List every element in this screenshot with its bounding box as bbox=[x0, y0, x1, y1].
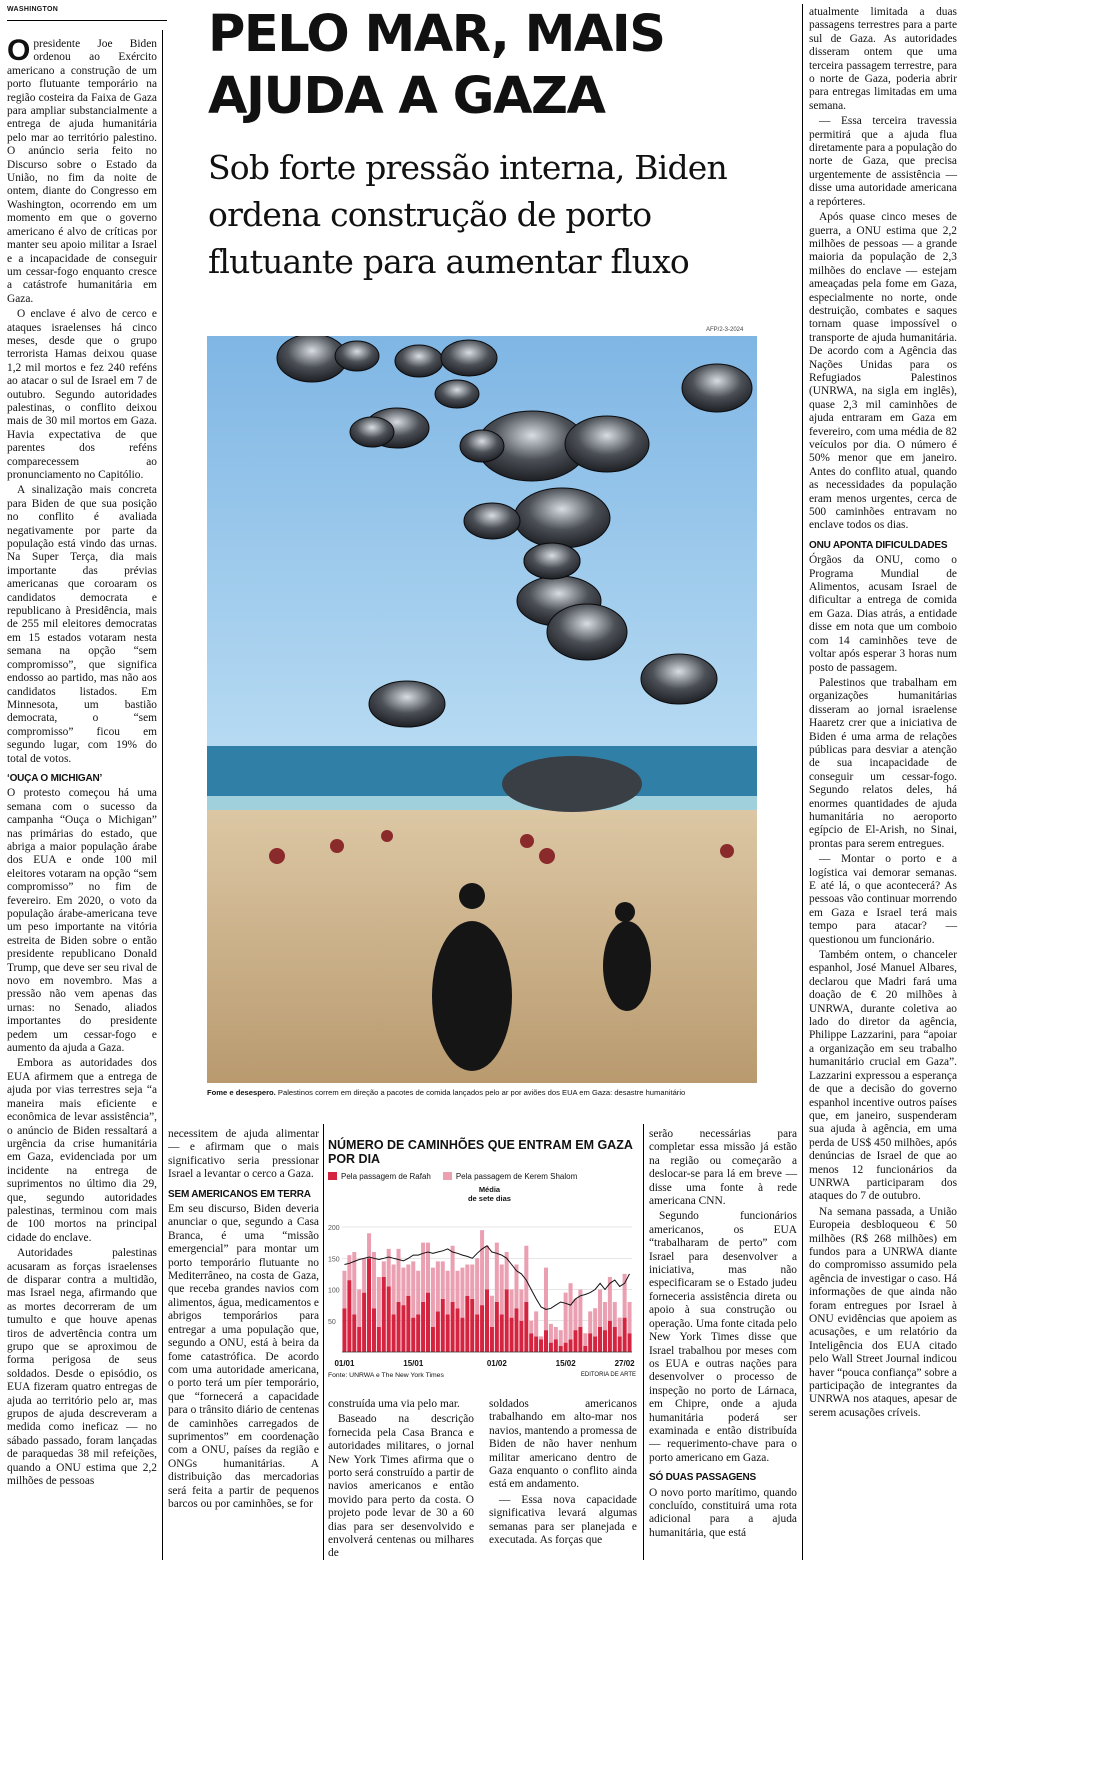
news-photo bbox=[207, 336, 757, 1083]
bar-kerem-shalom bbox=[534, 1311, 538, 1336]
bar-rafah bbox=[451, 1302, 455, 1352]
paragraph: serão necessárias para completar essa missão já estão na região ou começarão a deslocar-se para lá em breve — disse uma fonte à rede americana CNN. bbox=[649, 1128, 797, 1208]
paragraph: Também ontem, o chanceler espanhol, José Manuel Albares, declarou que Madri fará uma doação de € 20 milhões à UNRWA, durante coletiva ao lado do diretor da agência, Philippe Lazzarini, para “apoiar a organização em seu trabalho humanitário crucial em Gaza”. Lazzarini expressou a esperança de que a decisão do governo espanhol incentive outros países que, em janeiro, suspenderam sua ajuda à agência, em uma perda de US$ 450 milhões, após denúncias de Israel de que ao menos 12 funcionários da UNRWA participaram dos ataques do 7 de outubro. bbox=[809, 949, 957, 1203]
paragraph: Segundo funcionários americanos, os EUA “trabalharam de perto” com Israel para desenvolver a iniciativa, mas não especificaram se o Estado judeu forneceria assistência direta ou apoio à sua construção ou operação. Uma fonte citada pelo New York Times disse que Israel trabalhou por meses com os EUA e outras nações para desenvolver o processo de inspeção no porto de Lárnaca, em Chipre, onde a ajuda humanitária poderá ser examinada e então distribuída — requerimento-chave para o porto americano em Gaza. bbox=[649, 1210, 797, 1464]
paragraph: Autoridades palestinas acusaram as forças israelenses de disparar contra a multidão, mas Israel nega, afirmando que as mortes decorreram de um tumulto e que houve apenas tiros de advertência contra um grupo que se aproximou de forma perigosa de seus soldados. Desde o episódio, os EUA fizeram quatro entregas de ajuda ao território pelo ar, mas grupos de ajuda descreveram a medida como ineficaz — no sábado passado, foram lançadas de paraquedas 38 mil refeições, quando a ONU estima que 2,2 milhões de pessoas bbox=[7, 1247, 157, 1488]
bar-kerem-shalom bbox=[347, 1255, 351, 1280]
y-tick-label: 100 bbox=[328, 1287, 340, 1295]
drop-cap: O bbox=[7, 34, 31, 67]
bar-rafah bbox=[495, 1302, 499, 1352]
section-heading: ‘OUÇA O MICHIGAN’ bbox=[7, 772, 103, 784]
x-tick-label: 15/01 bbox=[403, 1359, 424, 1368]
x-tick-label: 01/02 bbox=[486, 1359, 507, 1368]
bar-rafah bbox=[554, 1340, 558, 1353]
paragraph: Palestinos que trabalham em organizações humanitárias disseram ao jornal israelense Haaretz crer que a iniciativa de Biden é uma arma de relações públicas para desviar a atenção de sua incapacidade de conseguir um cessar-fogo. Segundo relatos deles, há enormes quantidades de ajuda humanitária no aeroporto egípcio de El-Arish, no Sinai, prontas para serem entregues. bbox=[809, 676, 957, 850]
bar-rafah bbox=[382, 1277, 386, 1352]
bar-rafah bbox=[436, 1311, 440, 1352]
paragraph: O protesto começou há uma semana com o sucesso da campanha “Ouça o Michigan” nas primárias do estado, que abriga a maior população árabe dos EUA e onde 100 mil eleitores votaram na opção “sem compromisso” no fim de fevereiro. Em 2020, o voto da população árabe-americana teve um peso importante na vitória estreita de Biden sobre o então presidente republicano Donald Trump, que deve ser seu rival de novo em novembro. Mas a pressão não vem apenas das urnas: no Senado, aliados importantes do presidente pedem um cessar-fogo e aumento da ajuda a Gaza. bbox=[7, 787, 157, 1055]
bar-rafah bbox=[475, 1315, 479, 1353]
bar-rafah bbox=[421, 1302, 425, 1352]
bar-rafah bbox=[460, 1318, 464, 1352]
bar-kerem-shalom bbox=[544, 1268, 548, 1331]
paragraph: construída uma via pelo mar. bbox=[328, 1398, 460, 1410]
bar-rafah bbox=[628, 1333, 632, 1352]
bar-rafah bbox=[352, 1315, 356, 1353]
bar-kerem-shalom bbox=[613, 1302, 617, 1327]
bar-rafah bbox=[392, 1315, 396, 1353]
bar-kerem-shalom bbox=[397, 1249, 401, 1302]
bar-rafah bbox=[387, 1286, 391, 1352]
chart-editoria: EDITORIA DE ARTE bbox=[580, 1372, 636, 1378]
bar-rafah bbox=[559, 1346, 563, 1352]
bar-rafah bbox=[549, 1343, 553, 1352]
paragraph: Baseado na descrição fornecida pela Casa Branca e autoridades militares, o jornal New York Times afirma que o porto será construído a partir de navios americanos e então movido para perto da costa. O projeto pode levar de 30 a 60 dias para ser desenvolvido e envolverá centenas ou milhares de bbox=[328, 1413, 474, 1560]
bar-rafah bbox=[505, 1290, 509, 1353]
column-4 bbox=[489, 1398, 637, 1562]
legend-item-rafah: Pela passagem de Rafah bbox=[328, 1172, 431, 1181]
bar-rafah bbox=[569, 1340, 573, 1353]
column-divider bbox=[162, 30, 163, 1560]
bar-kerem-shalom bbox=[490, 1296, 494, 1327]
bar-kerem-shalom bbox=[510, 1290, 514, 1318]
column-2 bbox=[168, 1128, 319, 1562]
bar-rafah bbox=[593, 1336, 597, 1352]
paragraph: O enclave é alvo de cerco e ataques israelenses há cinco meses, desde que o grupo terrorista Hamas deixou quase 1,2 mil mortos e fez 240 reféns ao atacar o sul de Israel em 7 de outubro. Segundo autoridades palestinas, o conflito deixou mais de 30 mil mortos em Gaza. Havia expectativa de que parentes dos reféns comparecessem ao pronunciamento no Capitólio. bbox=[7, 308, 157, 481]
photo-caption bbox=[207, 1088, 767, 1097]
caption-lead: Fome e desespero. bbox=[207, 1088, 276, 1097]
bar-rafah bbox=[431, 1327, 435, 1352]
x-tick-label: 27/02 bbox=[614, 1359, 635, 1368]
deck: Sob forte pressão interna, Biden ordena construção de porto flutuante para aumentar fluxo bbox=[208, 148, 727, 281]
bar-kerem-shalom bbox=[372, 1252, 376, 1308]
bar-rafah bbox=[372, 1308, 376, 1352]
bar-rafah bbox=[544, 1330, 548, 1352]
bar-rafah bbox=[623, 1318, 627, 1352]
column-divider bbox=[643, 1124, 644, 1560]
bar-rafah bbox=[583, 1346, 587, 1352]
bar-kerem-shalom bbox=[387, 1249, 391, 1287]
bar-rafah bbox=[406, 1296, 410, 1352]
chart-source: Fonte: UNRWA e The New York Times bbox=[328, 1372, 444, 1379]
bar-kerem-shalom bbox=[431, 1268, 435, 1327]
bar-kerem-shalom bbox=[485, 1246, 489, 1290]
bar-kerem-shalom bbox=[460, 1268, 464, 1318]
bar-kerem-shalom bbox=[362, 1258, 366, 1292]
bar-rafah bbox=[446, 1315, 450, 1353]
column-5 bbox=[649, 1128, 797, 1562]
x-tick-label: 15/02 bbox=[555, 1359, 576, 1368]
bar-rafah bbox=[416, 1315, 420, 1353]
bar-kerem-shalom bbox=[470, 1265, 474, 1299]
caption-text: Palestinos correm em direção a pacotes de comida lançados pelo ar por aviões dos EUA em Gaza: desastre humanitário bbox=[277, 1088, 686, 1097]
bar-kerem-shalom bbox=[342, 1271, 346, 1309]
bar-kerem-shalom bbox=[446, 1271, 450, 1315]
bar-kerem-shalom bbox=[421, 1243, 425, 1302]
bar-kerem-shalom bbox=[416, 1271, 420, 1315]
paragraph: Em seu discurso, Biden deveria anunciar o que, segundo a Casa Branca, é uma “missão emergencial” para montar um porto temporário flutuante no Mediterrâneo, na costa de Gaza, que receba grandes navios com alimentos, água, medicamentos e abrigos temporários para entregar a uma população que, segundo a ONU, está à beira da fome catastrófica. De acordo com uma autoridade americana, o porto terá um píer temporário, que “fornecerá a capacidade para o trânsito diário de centenas de caminhões carregados de suprimentos” em coordenação com a ONU, países da região e ONGs humanitárias. A distribuição das mercadorias será feita a partir de pequenos barcos ou por caminhões, se for bbox=[168, 1203, 319, 1510]
bar-rafah bbox=[588, 1333, 592, 1352]
chart-plot bbox=[328, 1185, 636, 1372]
paragraph: atualmente limitada a duas passagens terrestres para a parte sul de Gaza. As autoridades disseram ontem que uma terceira passagem terrestre, para o norte de Gaza, poderia abrir para entregas limitadas em uma semana. bbox=[809, 6, 957, 112]
bar-kerem-shalom bbox=[411, 1261, 415, 1317]
bar-kerem-shalom bbox=[583, 1333, 587, 1346]
bar-kerem-shalom bbox=[588, 1311, 592, 1333]
bar-kerem-shalom bbox=[465, 1265, 469, 1296]
x-tick-label: 01/01 bbox=[334, 1359, 355, 1368]
bar-kerem-shalom bbox=[573, 1299, 577, 1330]
bar-kerem-shalom bbox=[382, 1261, 386, 1277]
bar-rafah bbox=[529, 1333, 533, 1352]
bar-rafah bbox=[564, 1343, 568, 1352]
bar-rafah bbox=[426, 1293, 430, 1352]
bar-kerem-shalom bbox=[401, 1268, 405, 1306]
column-divider bbox=[802, 4, 803, 1560]
bar-rafah bbox=[480, 1305, 484, 1352]
bar-rafah bbox=[470, 1299, 474, 1352]
paragraph: presidente Joe Biden ordenou ao Exército americano a construção de um porto flutuante temporário na região costeira da Faixa de Gaza para ampliar substancialmente a entrega de ajuda humanitária pelo mar ao território palestino. O anúncio seria feito no Discurso sobre o Estado da União, no fim da noite de ontem, diante do Congresso em Washington, ocorrendo em um momento em que o governo americano é alvo de críticas por manter seu apoio militar a Israel e a incapacidade de conseguir um cessar-fogo enquanto cresce a catástrofe humanitária em Gaza. bbox=[7, 38, 157, 305]
column-3 bbox=[328, 1398, 474, 1562]
bar-rafah bbox=[347, 1280, 351, 1352]
bar-kerem-shalom bbox=[593, 1308, 597, 1336]
paragraph: soldados americanos trabalhando em alto-mar nos navios, mantendo a promessa de Biden de não haver nenhum militar americano dentro de Gaza enquanto o conflito ainda está em andamento. bbox=[489, 1398, 637, 1491]
bar-rafah bbox=[411, 1318, 415, 1352]
paragraph: A sinalização mais concreta para Biden de que sua posição no conflito é avaliada negativamente por parte da população está vindo das urnas. Na Super Terça, dia mais importante das prévias americanas que coroaram os candidatos democrata e republicano à Presidência, mais de 255 mil eleitores democratas em 15 estados votaram nesta semana na opção “sem compromisso”, que significa endosso ao partido, mas não aos candidatos listados. Em Minnesota, um bastião democrata, o “sem compromisso” ficou em segundo lugar, com 19% do total de votos. bbox=[7, 484, 157, 765]
bar-kerem-shalom bbox=[500, 1265, 504, 1315]
bar-kerem-shalom bbox=[559, 1330, 563, 1346]
bar-rafah bbox=[608, 1321, 612, 1352]
column-divider bbox=[323, 1124, 324, 1560]
bar-rafah bbox=[500, 1315, 504, 1353]
bar-rafah bbox=[377, 1327, 381, 1352]
bar-rafah bbox=[510, 1318, 514, 1352]
bar-kerem-shalom bbox=[480, 1230, 484, 1305]
paragraph: O novo porto marítimo, quando concluído, constituirá uma rota adicional para a ajuda humanitária, que está bbox=[649, 1486, 797, 1539]
column-1 bbox=[7, 34, 157, 1566]
bar-kerem-shalom bbox=[603, 1302, 607, 1330]
bar-kerem-shalom bbox=[569, 1283, 573, 1339]
bar-kerem-shalom bbox=[377, 1277, 381, 1327]
y-tick-label: 150 bbox=[328, 1256, 340, 1264]
paragraph: Órgãos da ONU, como o Programa Mundial de Alimentos, acusam Israel de dificultar a entrega de comida em Gaza. Dias atrás, a entidade disse em nota que um comboio com 14 caminhões teve de voltar após esperar 3 horas num posto de passagem. bbox=[809, 554, 957, 674]
avg-annotation: Média de sete dias bbox=[467, 1185, 511, 1203]
bar-kerem-shalom bbox=[618, 1318, 622, 1337]
bar-kerem-shalom bbox=[529, 1321, 533, 1334]
legend-item-kerem-shalom: Pela passagem de Kerem Shalom bbox=[443, 1172, 577, 1181]
bar-rafah bbox=[362, 1293, 366, 1352]
bar-kerem-shalom bbox=[357, 1290, 361, 1328]
chart-legend bbox=[328, 1172, 636, 1181]
bar-kerem-shalom bbox=[628, 1302, 632, 1333]
bar-kerem-shalom bbox=[451, 1246, 455, 1302]
section-heading: SÓ DUAS PASSAGENS bbox=[649, 1472, 756, 1484]
paragraph: — Essa nova capacidade significativa levará algumas semanas para ser planejada e executada. As forças que bbox=[489, 1493, 637, 1547]
y-tick-label: 200 bbox=[328, 1225, 340, 1232]
bar-rafah bbox=[485, 1290, 489, 1353]
bar-kerem-shalom bbox=[455, 1271, 459, 1309]
bar-rafah bbox=[603, 1330, 607, 1352]
bar-kerem-shalom bbox=[524, 1246, 528, 1302]
paragraph: necessitem de ajuda alimentar — e afirmam que o mais significativo seria pressionar Israel a levantar o cerco a Gaza. bbox=[168, 1128, 319, 1181]
y-tick-label: 50 bbox=[328, 1318, 336, 1326]
bar-rafah bbox=[573, 1330, 577, 1352]
bar-kerem-shalom bbox=[539, 1336, 543, 1339]
paragraph: Na semana passada, a União Europeia desbloqueou € 50 milhões (R$ 268 milhões) em fundos para a UNRWA diante do compromisso assumido pela agência de investigar o caso. Há informações de que ainda não foram entregues por Israel à ONU evidências que apoiem as acusações, e um relatório da Inteligência dos EUA citado pelo Wall Street Journal indicou haver “pouca confiança” sobre a participação de integrantes da UNRWA nos ataques, apesar de serem acusações críveis. bbox=[809, 1205, 957, 1419]
bar-kerem-shalom bbox=[495, 1243, 499, 1302]
bar-rafah bbox=[367, 1258, 371, 1352]
chart-title: NÚMERO DE CAMINHÕES QUE ENTRAM EM GAZA POR DIA bbox=[328, 1138, 633, 1166]
bar-rafah bbox=[519, 1321, 523, 1352]
bar-rafah bbox=[613, 1327, 617, 1352]
bar-rafah bbox=[342, 1308, 346, 1352]
bar-rafah bbox=[539, 1340, 543, 1353]
bar-rafah bbox=[401, 1305, 405, 1352]
kicker: WASHINGTON bbox=[7, 6, 59, 13]
bar-kerem-shalom bbox=[475, 1258, 479, 1314]
bar-rafah bbox=[534, 1336, 538, 1352]
bar-kerem-shalom bbox=[554, 1327, 558, 1340]
bar-rafah bbox=[465, 1296, 469, 1352]
bar-kerem-shalom bbox=[564, 1293, 568, 1343]
bar-rafah bbox=[455, 1308, 459, 1352]
bar-rafah bbox=[357, 1327, 361, 1352]
bar-kerem-shalom bbox=[549, 1324, 553, 1343]
kicker-rule bbox=[7, 20, 167, 21]
bar-kerem-shalom bbox=[367, 1233, 371, 1258]
bar-chart bbox=[328, 1132, 636, 1384]
column-6 bbox=[809, 6, 957, 1562]
bar-kerem-shalom bbox=[406, 1265, 410, 1296]
bar-kerem-shalom bbox=[426, 1243, 430, 1293]
bar-rafah bbox=[598, 1327, 602, 1352]
bar-kerem-shalom bbox=[436, 1261, 440, 1311]
bar-rafah bbox=[490, 1327, 494, 1352]
bar-kerem-shalom bbox=[519, 1290, 523, 1321]
photo-credit: AFP/2-3-2024 bbox=[706, 327, 744, 333]
headline: PELO MAR, MAIS AJUDA A GAZA bbox=[208, 5, 665, 126]
bar-rafah bbox=[618, 1336, 622, 1352]
bar-rafah bbox=[441, 1299, 445, 1352]
bar-rafah bbox=[397, 1302, 401, 1352]
bar-rafah bbox=[524, 1302, 528, 1352]
paragraph: — Essa terceira travessia permitirá que a ajuda flua diretamente para a população do norte de Gaza, que precisa urgentemente de assistência — disse uma autoridade americana a repórteres. bbox=[809, 115, 958, 208]
bar-kerem-shalom bbox=[441, 1261, 445, 1299]
paragraph: — Montar o porto e a logística vai demorar semanas. E até lá, o que acontecerá? As pessoas vão continuar morrendo em Gaza e Israel terá mais tempo para atacar? — questionou um funcionário. bbox=[809, 853, 957, 946]
section-heading: ONU APONTA DIFICULDADES bbox=[809, 539, 948, 551]
bar-kerem-shalom bbox=[598, 1290, 602, 1328]
bar-rafah bbox=[514, 1308, 518, 1352]
bar-rafah bbox=[578, 1327, 582, 1352]
paragraph: Embora as autoridades dos EUA afirmem que a entrega de ajuda por vias terrestres seja “a maneira mais eficiente e econômica de levar assistência”, o anúncio de Biden ressaltará a urgência da crise humanitária em Gaza, evidenciada por um incidente na entrega de suprimentos no último dia 29, que, segundo autoridades palestinas, terminou com mais de 100 mortos na principal cidade do enclave. bbox=[7, 1057, 157, 1244]
section-heading: SEM AMERICANOS EM TERRA bbox=[168, 1188, 311, 1200]
paragraph: Após quase cinco meses de guerra, a ONU estima que 2,2 milhões de pessoas — a grande maioria da população de 2,3 milhões do enclave — estejam ameaçadas pela fome em Gaza, especialmente no norte, onde destruição, combates e saques tornam quase impossível o transporte de ajuda humanitária. De acordo com a Agência das Nações Unidas para os Refugiados Palestinos (UNRWA, na sigla em inglês), quase 2,3 mil caminhões de ajuda entraram em Gaza em fevereiro, com uma média de 82 veículos por dia. O número é 50% menor que em janeiro. Antes do conflito atual, quando as necessidades da população eram menos urgentes, cerca de 500 caminhões entravam no enclave todos os dias. bbox=[809, 211, 957, 532]
bar-kerem-shalom bbox=[392, 1265, 396, 1315]
